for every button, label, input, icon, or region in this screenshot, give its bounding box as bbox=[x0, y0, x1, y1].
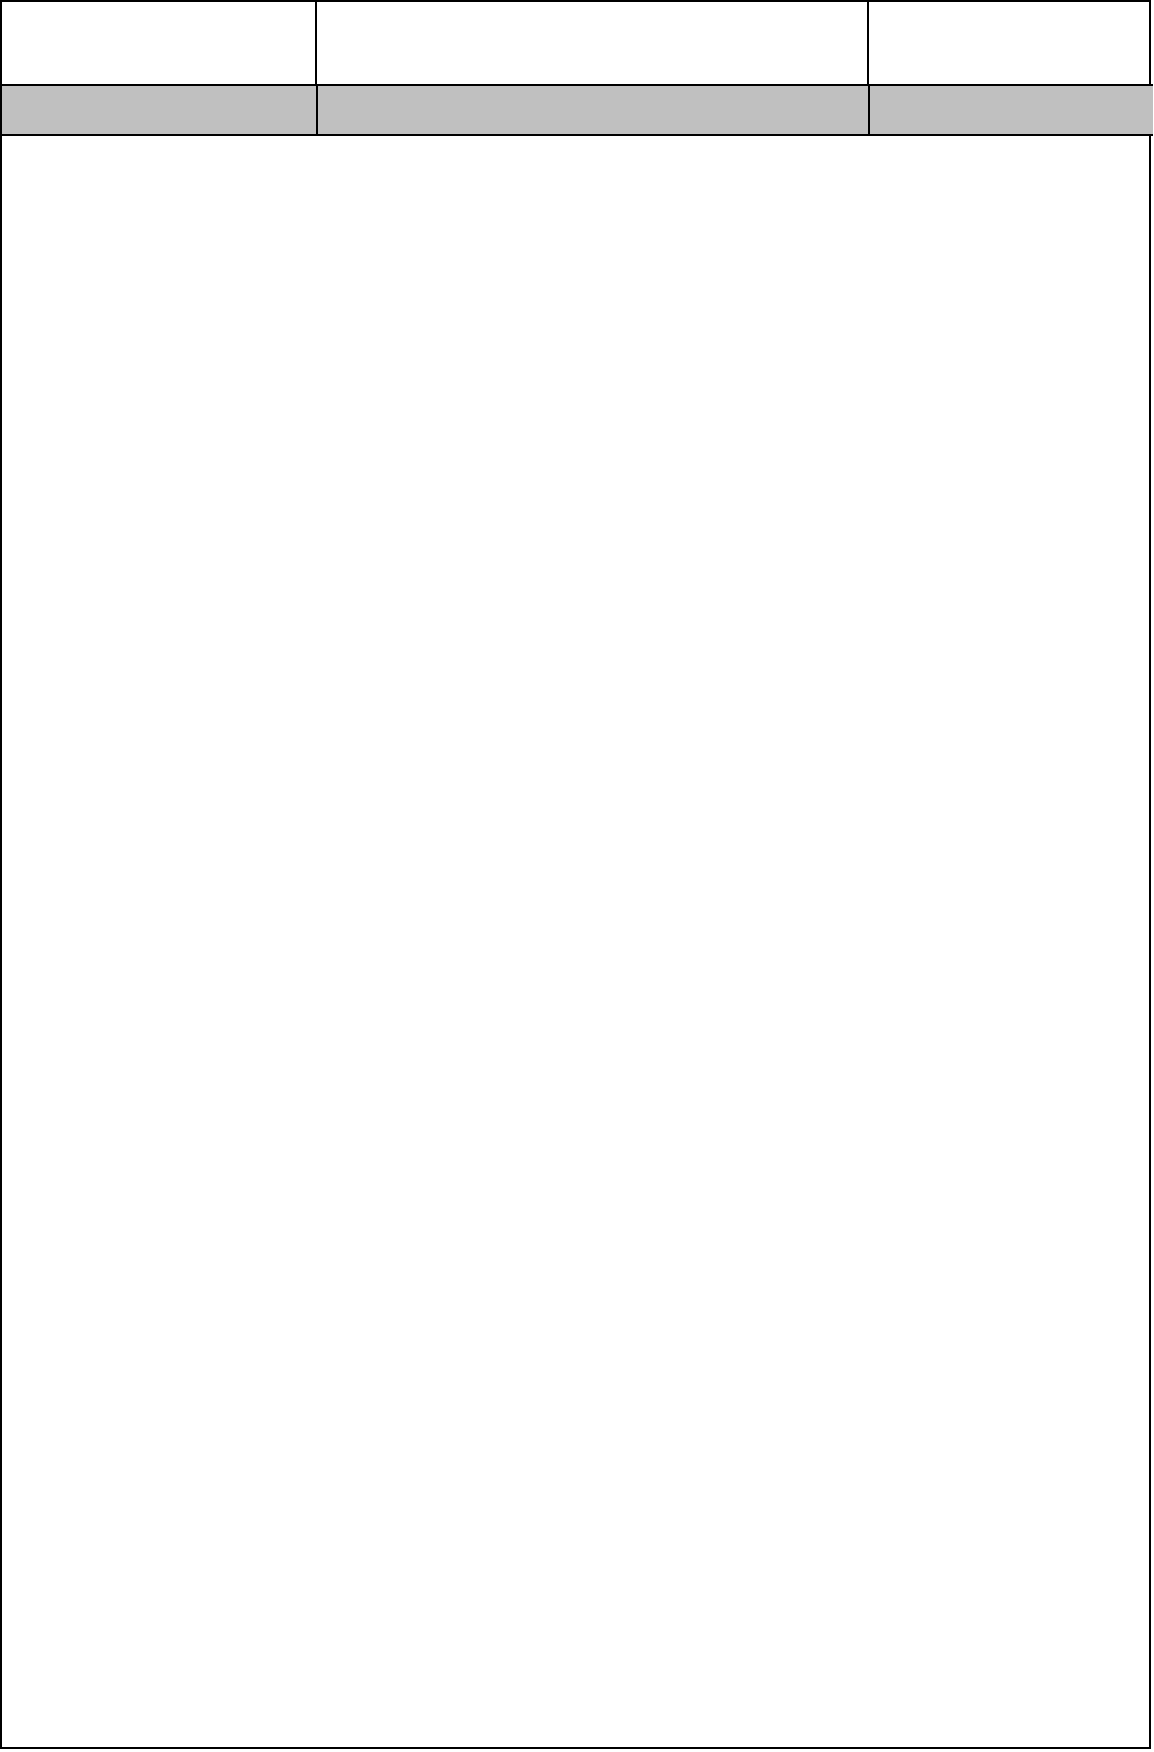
header-row bbox=[2, 2, 1153, 84]
page-title bbox=[317, 2, 869, 84]
stats-table bbox=[2, 84, 1153, 136]
subheader-row bbox=[2, 85, 1153, 135]
left-column-header bbox=[2, 85, 317, 135]
middle-column-header bbox=[317, 85, 869, 135]
right-player-name bbox=[869, 2, 1153, 84]
left-player-name bbox=[2, 2, 317, 84]
right-column-header bbox=[869, 85, 1153, 135]
